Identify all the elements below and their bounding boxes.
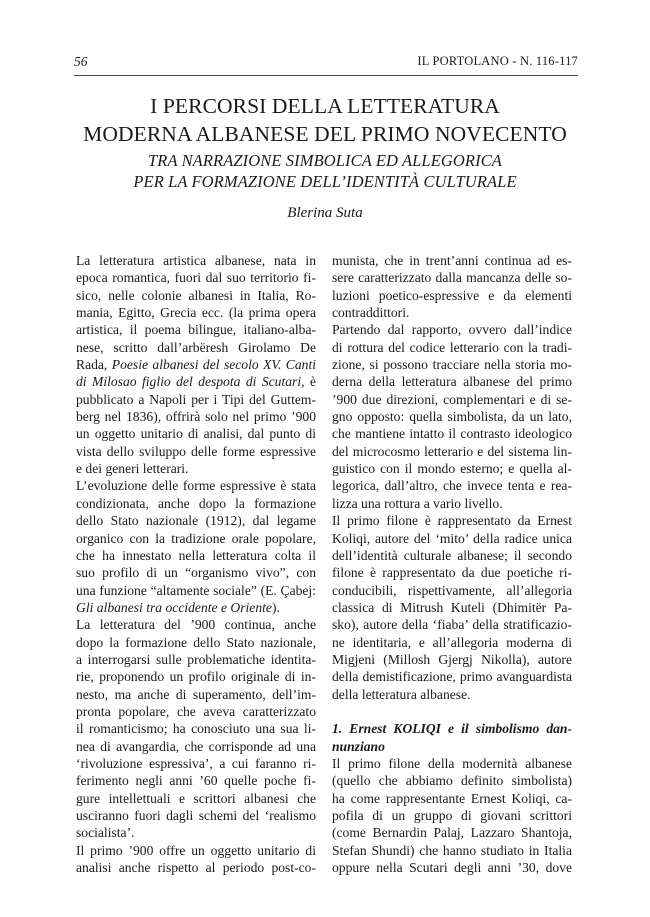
text-line xyxy=(76,356,316,373)
body-text: sko), autore della ‘fiaba’ della stratificazio- xyxy=(332,617,572,633)
text-line xyxy=(76,651,316,668)
article-title-line: I PERCORSI DELLA LETTERATURA xyxy=(150,94,500,118)
text-line xyxy=(76,252,316,269)
section-heading-line xyxy=(332,720,572,737)
body-text: (quello che abbiamo definito simbolista) xyxy=(332,773,572,789)
text-line xyxy=(332,651,572,668)
text-line xyxy=(332,859,572,876)
body-text: Partendo dal rapporto, ovvero dall’indice xyxy=(332,322,572,338)
body-text: che mantiene intatto il contrasto ideologico xyxy=(332,426,572,442)
text-line xyxy=(76,425,316,442)
text-line xyxy=(76,530,316,547)
body-text: La letteratura artistica albanese, nata in xyxy=(76,253,316,268)
body-text: dopo la formazione dello Stato nazionale, xyxy=(76,634,316,650)
text-line xyxy=(332,530,572,547)
text-line xyxy=(332,616,572,633)
body-text: pronta popolare, che aveva caratterizzato xyxy=(76,703,316,719)
section-heading-line xyxy=(332,738,572,755)
text-line xyxy=(76,790,316,807)
body-text: filone è rappresentato da due poetiche ri- xyxy=(332,565,572,581)
italic-title-text: Poesie albanesi del secolo XV. Canti xyxy=(111,357,317,373)
text-line xyxy=(76,460,316,477)
body-text: condizionata, anche dopo la formazione xyxy=(76,495,316,511)
text-line xyxy=(332,443,572,460)
text-line xyxy=(332,373,572,390)
body-text: a interrogarsi sulle problematiche identita- xyxy=(76,651,316,667)
section-heading-text: 1. Ernest KOLIQI e il simbolismo dan- xyxy=(332,721,572,737)
text-line xyxy=(332,408,572,425)
body-text: ). xyxy=(271,599,280,615)
text-line xyxy=(332,477,572,494)
body-text: Koliqi, autore del ‘mito’ della radice unica xyxy=(332,530,572,546)
body-text: (come Bernardin Palaj, Lazzaro Shantoja, xyxy=(332,825,572,841)
text-line xyxy=(332,755,572,772)
body-text: sico, nelle colonie albanesi in Italia, Ro- xyxy=(76,287,316,303)
text-line xyxy=(76,755,316,772)
body-text: di rottura del codice letterario con la tradi- xyxy=(332,339,572,355)
body-text: lizza una rottura a vario livello. xyxy=(332,495,503,511)
text-line xyxy=(332,512,572,529)
body-text: dell’identità culturale albanese; il secondo xyxy=(332,547,572,563)
body-text: ferimento negli anni ’60 quelle poche fi- xyxy=(76,773,316,789)
body-text: analisi anche rispetto al periodo post-co- xyxy=(76,860,316,876)
body-text: artistica, il poema bilingue, italiano-alba- xyxy=(76,322,316,338)
article-title-block xyxy=(60,92,590,192)
body-text: luzioni poetico-espressive e da elementi xyxy=(332,287,572,303)
body-text: contraddittori. xyxy=(332,305,410,321)
body-text: una funzione “altamente sociale” (E. Çabej: xyxy=(76,582,316,598)
section-heading-text: nunziano xyxy=(332,738,385,754)
text-line xyxy=(76,408,316,425)
text-line xyxy=(332,287,572,304)
body-text: socialista’. xyxy=(76,825,135,841)
body-text: Il primo ’900 offre un oggetto unitario di xyxy=(76,842,316,858)
text-line xyxy=(332,807,572,824)
text-line xyxy=(76,668,316,685)
text-line xyxy=(76,269,316,286)
body-text: ’900 due direzioni, complementari e di se- xyxy=(332,391,572,407)
body-text: L’evoluzione delle forme espressive è stata xyxy=(76,478,316,494)
article-author: Blerina Suta xyxy=(287,205,363,221)
body-text: gure intellettuali e scrittori albanesi che xyxy=(76,790,316,806)
body-text: ha come rappresentante Ernest Koliqi, ca- xyxy=(332,790,572,806)
article-subtitle-line: PER LA FORMAZIONE DELL’IDENTITÀ CULTURALE xyxy=(133,172,517,191)
body-text: mania, Egitto, Grecia ecc. (la prima opera xyxy=(76,305,316,321)
text-line xyxy=(76,634,316,651)
body-text: nese, scritto dall’arbëresh Girolamo De xyxy=(76,339,316,355)
right-text-column xyxy=(332,252,572,876)
body-text: classica di Mitrush Kuteli (Dhimitër Pa- xyxy=(332,599,572,615)
body-text: legorica, dall’altro, che invece tenta e rea- xyxy=(332,478,572,494)
text-line xyxy=(332,634,572,651)
text-line xyxy=(332,599,572,616)
text-line xyxy=(332,269,572,286)
body-text: nesto, ma anche di superamento, dell’im- xyxy=(76,686,316,702)
body-text: un oggetto unitario di analisi, dal punto di xyxy=(76,426,316,442)
text-line xyxy=(76,495,316,512)
text-line xyxy=(76,443,316,460)
body-text: Il primo filone è rappresentato da Ernest xyxy=(332,513,572,529)
body-text: Rada, xyxy=(76,357,112,373)
text-line xyxy=(76,772,316,789)
text-line xyxy=(76,547,316,564)
text-line xyxy=(332,547,572,564)
text-line xyxy=(76,564,316,581)
text-line xyxy=(332,460,572,477)
text-line xyxy=(332,252,572,269)
text-line xyxy=(332,356,572,373)
body-text: e dei generi letterari. xyxy=(76,461,189,477)
body-text: oppure nella Scutari degli anni ’30, dove xyxy=(332,860,572,876)
text-line xyxy=(76,477,316,494)
body-text: della demistificazione, primo avanguardista xyxy=(332,669,572,685)
body-text: gno opposto: quella simbolista, da un lato, xyxy=(332,409,572,425)
body-text: derna della letteratura albanese del primo xyxy=(332,374,572,390)
text-line xyxy=(76,582,316,599)
page-number: 56 xyxy=(74,54,88,69)
body-text: usciranno fuori dagli schemi del ‘realismo xyxy=(76,808,316,823)
italic-title-text: di Milosao figlio del despota di Scutari xyxy=(76,374,302,390)
article-title-line: MODERNA ALBANESE DEL PRIMO NOVECENTO xyxy=(83,122,567,146)
body-text: il romanticismo; ha conosciuto una sua li- xyxy=(76,721,316,737)
text-line xyxy=(76,807,316,824)
body-text: vista dello sviluppo delle forme espressive xyxy=(76,443,316,459)
text-line xyxy=(332,842,572,859)
text-line xyxy=(332,668,572,685)
text-line xyxy=(76,616,316,633)
text-line xyxy=(332,686,572,703)
body-text: Il primo filone della modernità albanese xyxy=(332,755,572,771)
text-line xyxy=(76,391,316,408)
body-text: Stefan Shundi) che hanno studiato in Italia xyxy=(332,842,572,858)
text-line xyxy=(332,321,572,338)
journal-title: IL PORTOLANO - N. 116-117 xyxy=(417,54,578,68)
header-rule xyxy=(74,75,578,76)
body-text: dello Stato nazionale (1912), dal legame xyxy=(76,513,316,529)
body-text: ne identitaria, e all’allegoria moderna di xyxy=(332,634,572,650)
text-line xyxy=(76,512,316,529)
body-text: organico con la tradizione orale popolare, xyxy=(76,530,316,546)
body-text: nea di avangardia, che corrisponde ad una xyxy=(76,738,316,754)
italic-title-text: Gli albanesi tra occidente e Oriente xyxy=(76,599,272,615)
text-line xyxy=(76,287,316,304)
left-text-column xyxy=(76,252,316,876)
text-line xyxy=(76,859,316,876)
body-text: suo profilo di un “organismo vivo”, con xyxy=(76,565,316,581)
body-text: munista, che in trent’anni continua ad es- xyxy=(332,253,572,268)
text-line xyxy=(332,425,572,442)
text-line xyxy=(76,304,316,321)
body-text: pofila di un gruppo di giovani scrittori xyxy=(332,808,572,823)
text-line xyxy=(76,339,316,356)
paragraph-gap xyxy=(332,703,572,720)
text-line xyxy=(332,790,572,807)
body-text: conducibili, rispettivamente, all’allegoria xyxy=(332,582,572,598)
body-text: del microcosmo letterario e del sistema lin- xyxy=(332,443,572,459)
text-line xyxy=(76,599,316,616)
text-line xyxy=(332,772,572,789)
text-line xyxy=(332,564,572,581)
text-line xyxy=(332,339,572,356)
text-line xyxy=(332,495,572,512)
text-line xyxy=(76,720,316,737)
body-text: berg nel 1836), offrirà solo nel primo ’900 xyxy=(76,409,316,425)
text-line xyxy=(76,703,316,720)
running-head xyxy=(74,54,578,74)
text-line xyxy=(76,321,316,338)
text-line xyxy=(332,304,572,321)
text-line xyxy=(332,391,572,408)
article-subtitle-line: TRA NARRAZIONE SIMBOLICA ED ALLEGORICA xyxy=(148,151,502,170)
body-text: ‘rivoluzione espressiva’, a cui faranno ri- xyxy=(76,755,316,771)
body-text: , è xyxy=(301,374,316,390)
text-line xyxy=(332,582,572,599)
body-text: sere caratterizzato dalla mancanza delle so- xyxy=(332,270,572,286)
text-line xyxy=(332,824,572,841)
text-line xyxy=(76,842,316,859)
body-text: Migjeni (Millosh Gjergj Nikolla), autore xyxy=(332,651,572,667)
text-line xyxy=(76,686,316,703)
body-text: rie, proponendo un profilo originale di in- xyxy=(76,669,316,685)
body-text: della letteratura albanese. xyxy=(332,686,471,702)
body-text: epoca romantica, fuori dal suo territorio fi- xyxy=(76,270,316,286)
text-line xyxy=(76,373,316,390)
body-text: zione, si possono tracciare nella storia mo- xyxy=(332,357,572,373)
text-line xyxy=(76,824,316,841)
body-text: pubblicato a Napoli per i Tipi del Guttem- xyxy=(76,391,316,407)
body-text: guistico con il mondo esterno; e quella al- xyxy=(332,461,572,477)
body-text: che ha innestato nella letteratura colta il xyxy=(76,547,316,563)
text-line xyxy=(76,738,316,755)
body-text: La letteratura del ’900 continua, anche xyxy=(76,617,316,633)
